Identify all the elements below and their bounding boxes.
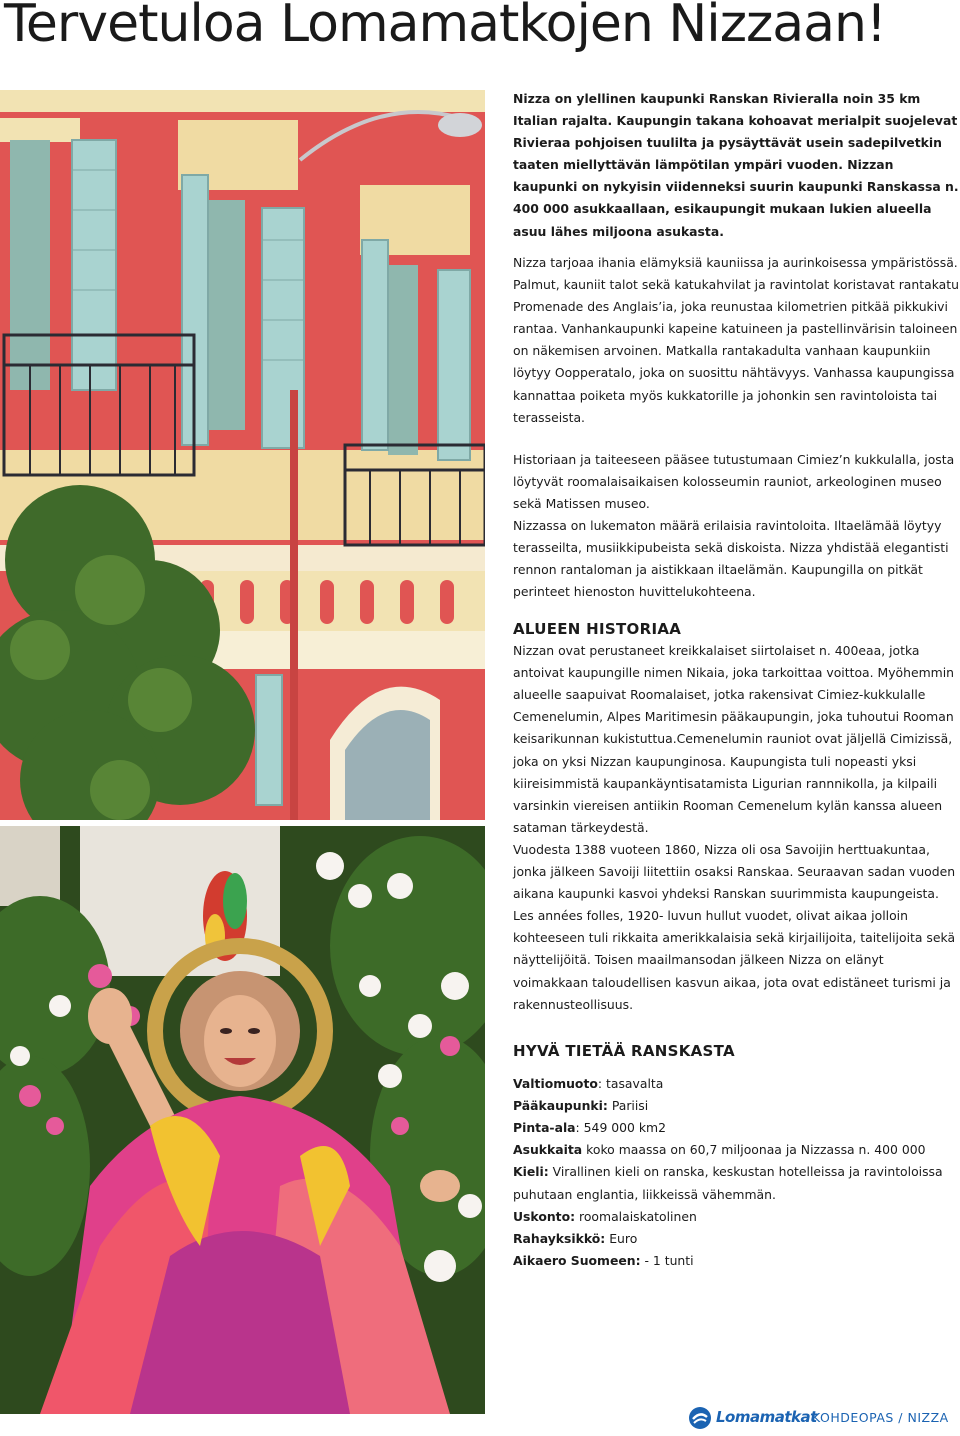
fact-population: Asukkaita koko maassa on 60,7 miljoonaa ja Nizzassa n. 400 000 [513, 1142, 926, 1158]
fact-time-difference: Aikaero Suomeen: - 1 tunti [513, 1252, 694, 1268]
fact-government: Valtiomuoto: tasavalta [513, 1076, 664, 1092]
facade-photo [0, 90, 485, 820]
carnival-photo [0, 826, 485, 1414]
body-paragraph-3: Nizzassa on lukematon määrä erilaisia ravintoloita. Iltaelämää löytyy terasseilta, musiikkipubeista sekä diskoista. Nizza yhdistää elegantisti rennon rantaloman ja aistikkaan iltaelämän. Kaupungilla on pitkät perinteet hienoston huvittelukohteena. [513, 518, 949, 600]
body-paragraph-2: Historiaan ja taiteeseen pääsee tutustumaan Cimiez’n kukkulalla, josta löytyvät roomalaisaikaisen kolosseumin rauniot, arkeologinen museo sekä Matissen museo. [513, 451, 955, 511]
body-section [513, 252, 959, 603]
intro-paragraph [513, 88, 959, 243]
history-paragraph-1: Nizzan ovat perustaneet kreikkalaiset siirtolaiset n. 400eaa, jotka antoivat kaupungille nimen Nikaia, joka tarkoittaa voittoa. Myöhemmin alueelle saapuivat Roomalaiset, jotka rakensivat Cimiez-kukkulalle Cemenelumin, Alpes Maritimesin pääkaupungin, joka tuhoutui Rooman keisarikunnan kukistuttua.Cemenelumin rauniot ovat jäljellä Cimizissä, joka on yksi Nizzan kaupunginosa. Kaupungista tuli nopeasti yksi kiireisimmistä kaupankäyntisatamista Ligurian rannnikolla, ja kilpaili varsinkin viereisen antiikin Rooman Cemenelum kylän kanssa alueen sataman tärkeydestä. [513, 643, 955, 835]
intro-text: Nizza on ylellinen kaupunki Ranskan Rivieralla noin 35 km Italian rajalta. Kaupungin takana kohoavat merialpit suojelevat Rivieraa pohjoisen tuulilta ja pysäyttävät usein sadepilvetkin taaten miellyttävän lämpötilan ympäri vuoden. Nizzan kaupunki on nykyisin viidenneksi suurin kaupunki Ranskassa n. 400 000 asukkaallaan, esikaupungit mukaan lukien alueella asuu lähes miljoona asukasta. [513, 91, 959, 239]
fact-religion: Uskonto: roomalaiskatolinen [513, 1208, 697, 1224]
page-title: Tervetuloa Lomamatkojen Nizzaan! [4, 0, 886, 54]
guide-label: KOHDEOPAS / NIZZA [812, 1410, 949, 1425]
fact-area: Pinta-ala: 549 000 km2 [513, 1120, 666, 1136]
fact-capital: Pääkaupunki: Pariisi [513, 1098, 649, 1114]
facts-section [513, 1040, 959, 1272]
fact-currency: Rahayksikkö: Euro [513, 1230, 638, 1246]
lomamatkat-logo-icon [688, 1406, 712, 1430]
brand-name: Lomamatkat [716, 1408, 817, 1426]
facts-heading: HYVÄ TIETÄÄ RANSKASTA [513, 1042, 735, 1060]
footer [688, 1404, 956, 1436]
history-section [513, 618, 959, 1016]
fact-language: Kieli: Virallinen kieli on ranska, keskustan hotelleissa ja ravintoloissa puhutaan englantia, liikkeissä vähemmän. [513, 1164, 943, 1202]
history-heading: ALUEEN HISTORIAA [513, 620, 682, 638]
body-paragraph-1: Nizza tarjoaa ihania elämyksiä kauniissa ja aurinkoisessa ympäristössä. Palmut, kauniit talot sekä katukahvilat ja ravintolat koristavat rantakatu Promenade des Anglais’ia, joka reunustaa kilometrien pitkää pikkukivi rantaa. Vanhankaupunki kapeine katuineen ja pastellinvärisin taloineen on näkemisen arvoinen. Matkalla rantakadulta vanhaan kaupunkiin löytyy Oopperatalo, joka on suosittu nähtävyys. Vanhassa kaupungissa kannattaa poiketa myös kukkatorille ja johonkin sen ravintoloista tai terasseista. [513, 255, 959, 425]
history-paragraph-2: Vuodesta 1388 vuoteen 1860, Nizza oli osa Savoijin herttuakuntaa, jonka jälkeen Savoiji liitettiin osaksi Ranskaa. Seuraavan sadan vuoden aikana kaupunki kasvoi yhdeksi Ranskan suurimmista kaupungeista. Les années folles, 1920- luvun hullut vuodet, olivat aikaa jolloin kohteeseen tuli rikkaita amerikkalaisia sekä kirjailijoita, taitelijoita sekä näyttelijöitä. Toisen maailmansodan jälkeen Nizza on elänyt voimakkaan taloudellisen kasvun aikaa, jota ovat edistäneet turismi ja rakennusteollisuus. [513, 841, 956, 1012]
